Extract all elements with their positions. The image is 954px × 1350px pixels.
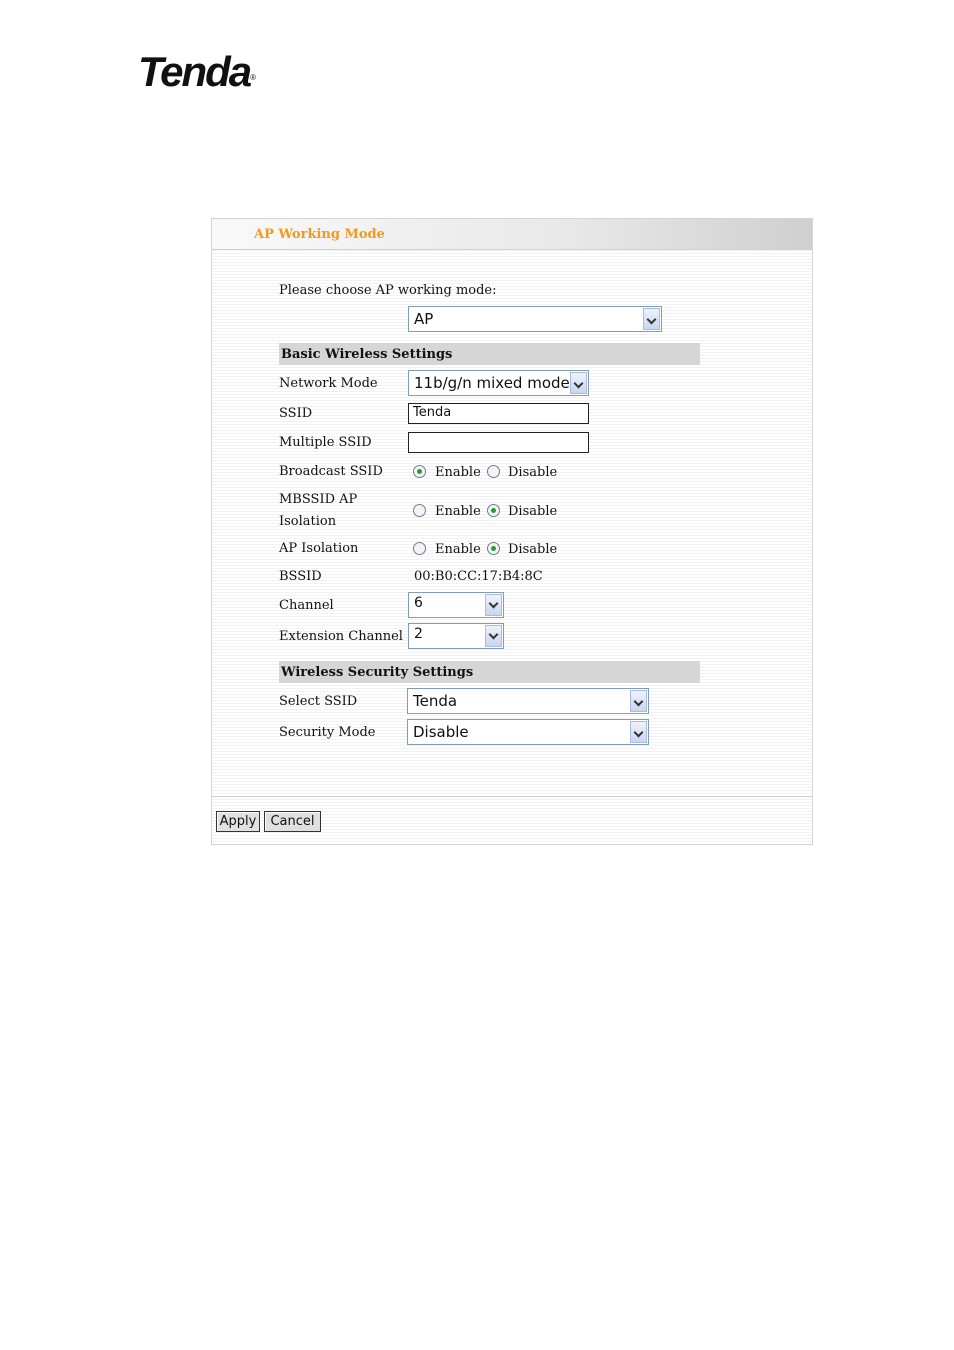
broadcast-ssid-enable-label: Enable [435,465,481,480]
broadcast-ssid-disable-radio[interactable] [487,465,500,478]
mbssid-label-line1: MBSSID AP [279,492,358,507]
bssid-label: BSSID [279,569,322,584]
chevron-down-icon[interactable] [485,594,502,616]
ap-isolation-enable-label: Enable [435,542,481,557]
chevron-down-icon[interactable] [570,372,587,394]
wireless-security-section-header: Wireless Security Settings [279,661,700,683]
security-mode-label: Security Mode [279,725,376,740]
cancel-button[interactable]: Cancel [264,811,321,832]
multiple-ssid-input[interactable] [408,432,589,453]
ap-working-mode-panel [211,218,813,845]
select-ssid-select[interactable]: Tenda [407,688,649,714]
choose-mode-label: Please choose AP working mode: [279,283,497,298]
security-mode-select[interactable]: Disable [407,719,649,745]
chevron-down-icon[interactable] [643,308,660,330]
mbssid-label-line2: Isolation [279,514,337,529]
tenda-logo: Tenda® [138,48,257,95]
mbssid-enable-label: Enable [435,504,481,519]
apply-button[interactable]: Apply [216,811,260,832]
extension-channel-label: Extension Channel [279,629,403,644]
chevron-down-icon[interactable] [630,721,647,743]
ssid-label: SSID [279,406,313,421]
channel-label: Channel [279,598,334,613]
mbssid-enable-radio[interactable] [413,504,426,517]
multiple-ssid-label: Multiple SSID [279,435,372,450]
chevron-down-icon[interactable] [485,625,502,647]
broadcast-ssid-enable-radio[interactable] [413,465,426,478]
ssid-input[interactable]: Tenda [408,403,589,424]
ap-isolation-disable-radio[interactable] [487,542,500,555]
ap-mode-select[interactable]: AP [408,306,662,332]
network-mode-select[interactable]: 11b/g/n mixed mode [408,370,589,396]
ap-isolation-disable-label: Disable [508,542,558,557]
ap-isolation-label: AP Isolation [279,541,359,556]
footer-divider [212,796,812,797]
extension-channel-select[interactable]: 2 [408,623,504,649]
ap-isolation-enable-radio[interactable] [413,542,426,555]
panel-header [212,219,812,250]
broadcast-ssid-label: Broadcast SSID [279,464,383,479]
mbssid-disable-label: Disable [508,504,558,519]
bssid-value: 00:B0:CC:17:B4:8C [414,569,543,584]
select-ssid-label: Select SSID [279,694,358,709]
network-mode-label: Network Mode [279,376,378,391]
panel-title: AP Working Mode [254,227,385,242]
basic-wireless-section-header: Basic Wireless Settings [279,343,700,365]
chevron-down-icon[interactable] [630,690,647,712]
mbssid-disable-radio[interactable] [487,504,500,517]
broadcast-ssid-disable-label: Disable [508,465,558,480]
channel-select[interactable]: 6 [408,592,504,618]
